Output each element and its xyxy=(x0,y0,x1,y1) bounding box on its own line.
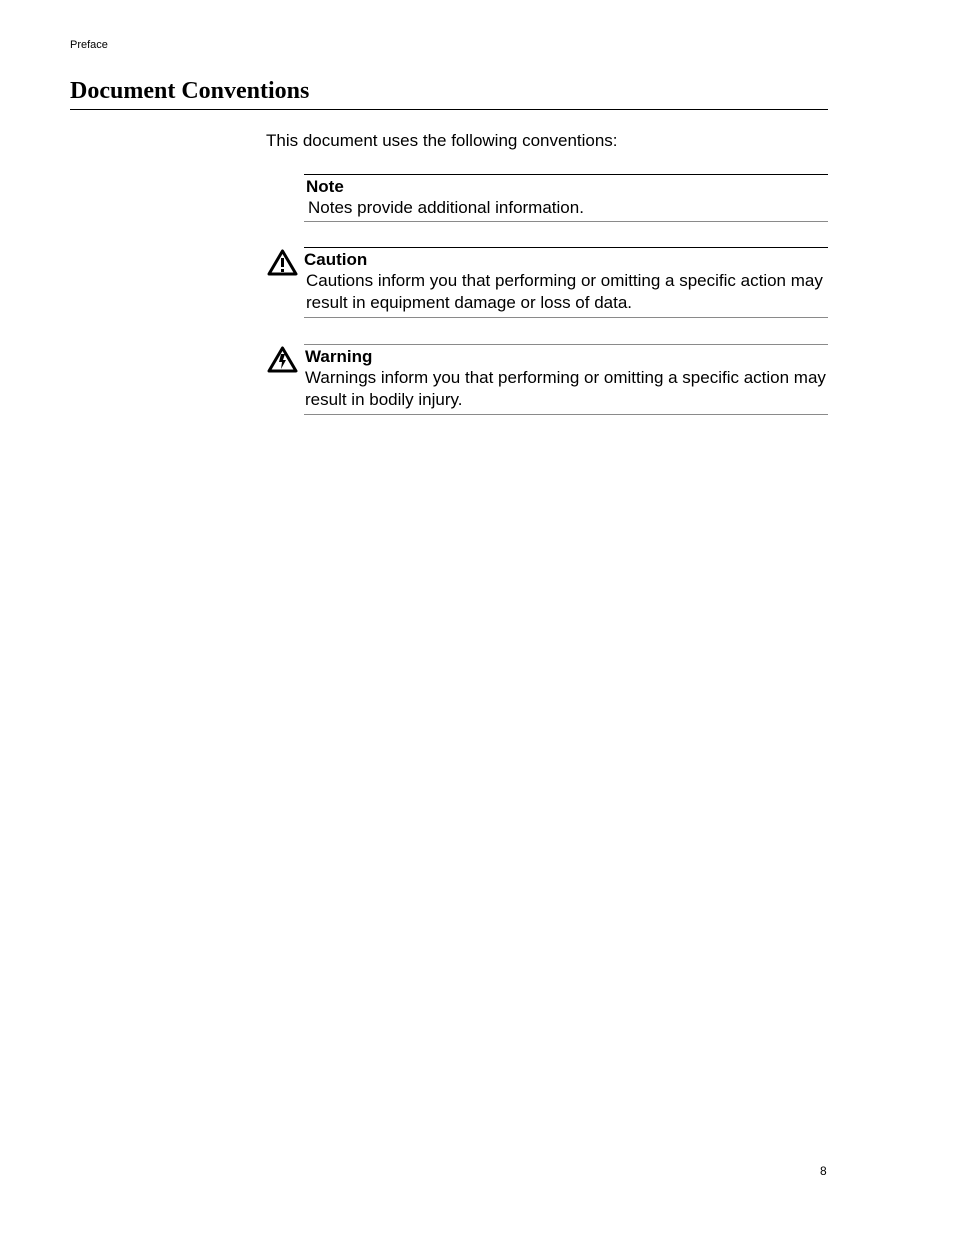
caution-title: Caution xyxy=(304,250,368,269)
caution-block xyxy=(304,247,828,318)
warning-text: Warnings inform you that performing or omitting a specific action may result in bodily injury. xyxy=(305,368,826,409)
page-title: Document Conventions xyxy=(70,76,828,110)
note-text: Notes provide additional information. xyxy=(308,198,584,217)
warning-block xyxy=(304,344,828,415)
page-number: 8 xyxy=(820,1164,827,1178)
running-header: Preface xyxy=(70,39,108,51)
caution-icon xyxy=(267,249,298,276)
note-block xyxy=(304,174,828,222)
note-title: Note xyxy=(306,177,344,196)
intro-text: This document uses the following conventions: xyxy=(266,131,618,150)
caution-text: Cautions inform you that performing or omitting a specific action may result in equipment damage or loss of data. xyxy=(306,271,823,312)
warning-icon xyxy=(267,346,298,373)
warning-title: Warning xyxy=(305,347,373,366)
